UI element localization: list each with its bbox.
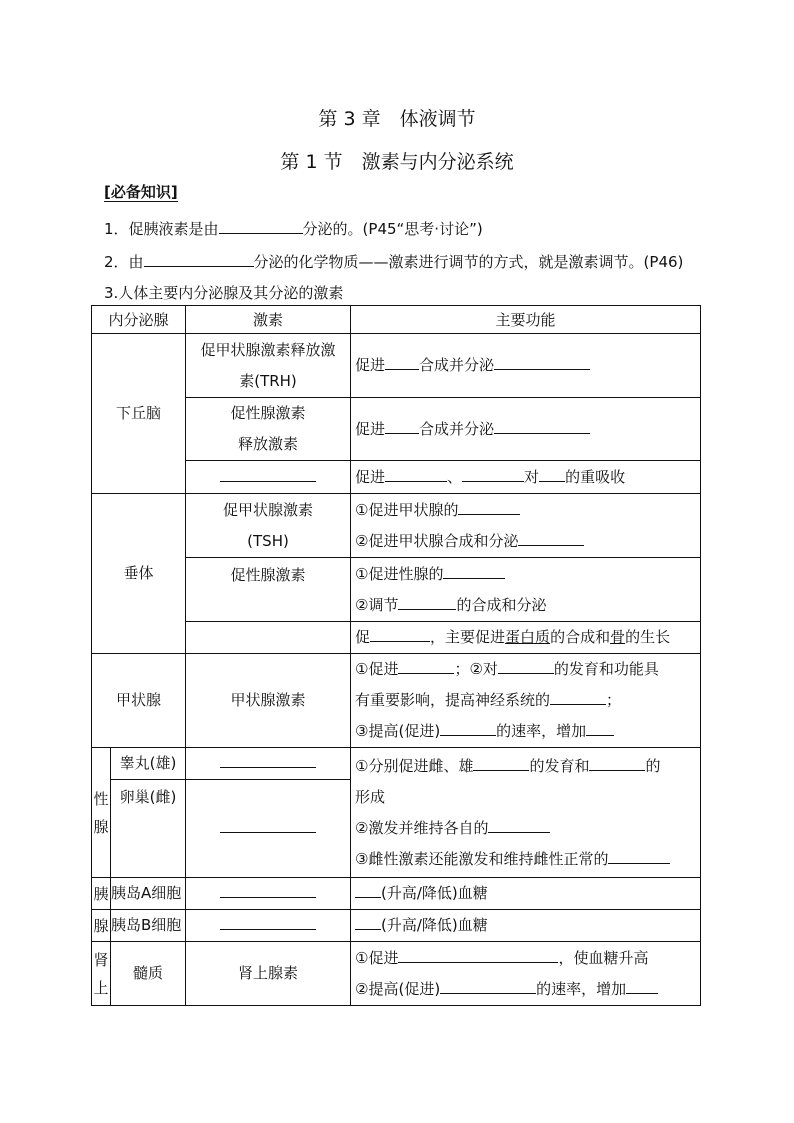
header-gland: 内分泌腺 xyxy=(92,306,186,334)
hormone-empty xyxy=(186,622,351,654)
header-hormone: 激素 xyxy=(186,306,351,334)
answer-blank[interactable] xyxy=(220,818,316,833)
function-islet-b: (升高/降低)血糖 xyxy=(351,910,701,942)
answer-blank[interactable] xyxy=(370,627,430,642)
header-function: 主要功能 xyxy=(351,306,701,334)
function-islet-a: (升高/降低)血糖 xyxy=(351,878,701,910)
function-tsh: ①促进甲状腺的 ②促进甲状腺合成和分泌 xyxy=(351,494,701,558)
answer-blank[interactable] xyxy=(518,531,584,546)
hormone-gnrh: 促性腺激素 释放激素 xyxy=(186,398,351,461)
answer-blank[interactable] xyxy=(219,219,303,234)
answer-blank[interactable] xyxy=(398,659,454,674)
question-3: 3.人体主要内分泌腺及其分泌的激素 xyxy=(104,284,344,302)
answer-blank[interactable] xyxy=(398,595,456,610)
answer-blank[interactable] xyxy=(385,467,447,482)
answer-blank[interactable] xyxy=(440,721,496,736)
answer-blank[interactable] xyxy=(220,915,316,930)
gland-hypothalamus: 下丘脑 xyxy=(92,334,186,494)
gland-islet-a: 胰岛A细胞 xyxy=(111,878,186,910)
hormone-blank xyxy=(186,878,351,910)
hormone-thyroxine: 甲状腺激素 xyxy=(186,654,351,748)
answer-blank[interactable] xyxy=(144,252,254,267)
gland-pancreas-1: 胰 xyxy=(92,878,111,910)
gland-pituitary: 垂体 xyxy=(92,494,186,654)
function-trh: 促进 合成并分泌 xyxy=(351,334,701,398)
hormone-adrenaline: 肾上腺素 xyxy=(186,942,351,1006)
question-1: 1．促胰液素是由 分泌的。(P45“思考·讨论”) xyxy=(104,220,483,238)
answer-blank[interactable] xyxy=(220,467,316,482)
function-thyroxine: ①促进 ；②对 的发育和功能具 有重要影响，提高神经系统的 ； ③提高(促进) 的速率，增加 xyxy=(351,654,701,748)
gland-ovary: 卵巢(雌) xyxy=(111,780,186,878)
chapter-title: 第 3 章 体液调节 xyxy=(318,108,476,130)
answer-blank[interactable] xyxy=(626,979,658,994)
function-gth: ①促进性腺的 ②调节 的合成和分泌 xyxy=(351,558,701,622)
answer-blank[interactable] xyxy=(488,818,550,833)
function-adh: 促进 、 对 的重吸收 xyxy=(351,461,701,494)
answer-blank[interactable] xyxy=(586,721,614,736)
answer-blank[interactable] xyxy=(220,753,316,768)
gland-thyroid: 甲状腺 xyxy=(92,654,186,748)
endocrine-table xyxy=(91,305,701,1006)
answer-blank[interactable] xyxy=(458,500,520,515)
answer-blank[interactable] xyxy=(385,419,419,434)
gland-testis: 睾丸(雄) xyxy=(111,748,186,780)
answer-blank[interactable] xyxy=(494,419,590,434)
hormone-tsh: 促甲状腺激素 (TSH) xyxy=(186,494,351,558)
answer-blank[interactable] xyxy=(494,355,590,370)
gland-pancreas-2: 腺 xyxy=(92,910,111,942)
answer-blank[interactable] xyxy=(440,979,536,994)
section-title: 第 1 节 激素与内分泌系统 xyxy=(280,151,514,173)
function-sex-hormone: ①分别促进雌、雄 的发育和 的 形成 ②激发并维持各自的 ③雌性激素还能激发和维持雌性正常的 xyxy=(351,748,701,878)
gland-medulla: 髓质 xyxy=(111,942,186,1006)
answer-blank[interactable] xyxy=(462,467,524,482)
answer-blank[interactable] xyxy=(385,355,419,370)
answer-blank[interactable] xyxy=(539,467,565,482)
gland-gonad: 性 腺 xyxy=(92,748,111,878)
answer-blank[interactable] xyxy=(473,756,529,771)
answer-blank[interactable] xyxy=(589,756,645,771)
gland-adrenal: 肾 上 xyxy=(92,942,111,1006)
answer-blank[interactable] xyxy=(220,883,316,898)
hormone-gth: 促性腺激素 xyxy=(186,558,351,622)
answer-blank[interactable] xyxy=(355,915,381,930)
answer-blank[interactable] xyxy=(355,883,381,898)
question-2: 2．由 分泌的化学物质——激素进行调节的方式，就是激素调节。(P46) xyxy=(104,253,684,271)
answer-blank[interactable] xyxy=(398,948,558,963)
answer-blank[interactable] xyxy=(498,659,554,674)
hormone-blank xyxy=(186,748,351,780)
hormone-blank xyxy=(186,910,351,942)
section-tag: [必备知识] xyxy=(104,183,178,201)
answer-blank[interactable] xyxy=(608,849,670,864)
hormone-blank xyxy=(186,461,351,494)
function-gh: 促 ，主要促进蛋白质的合成和骨的生长 xyxy=(351,622,701,654)
answer-blank[interactable] xyxy=(550,690,606,705)
function-gnrh: 促进 合成并分泌 xyxy=(351,398,701,461)
gland-islet-b: 胰岛B细胞 xyxy=(111,910,186,942)
hormone-trh: 促甲状腺激素释放激 素(TRH) xyxy=(186,334,351,398)
answer-blank[interactable] xyxy=(443,564,505,579)
hormone-blank xyxy=(186,780,351,878)
function-adrenaline: ①促进 ，使血糖升高 ②提高(促进) 的速率，增加 xyxy=(351,942,701,1006)
